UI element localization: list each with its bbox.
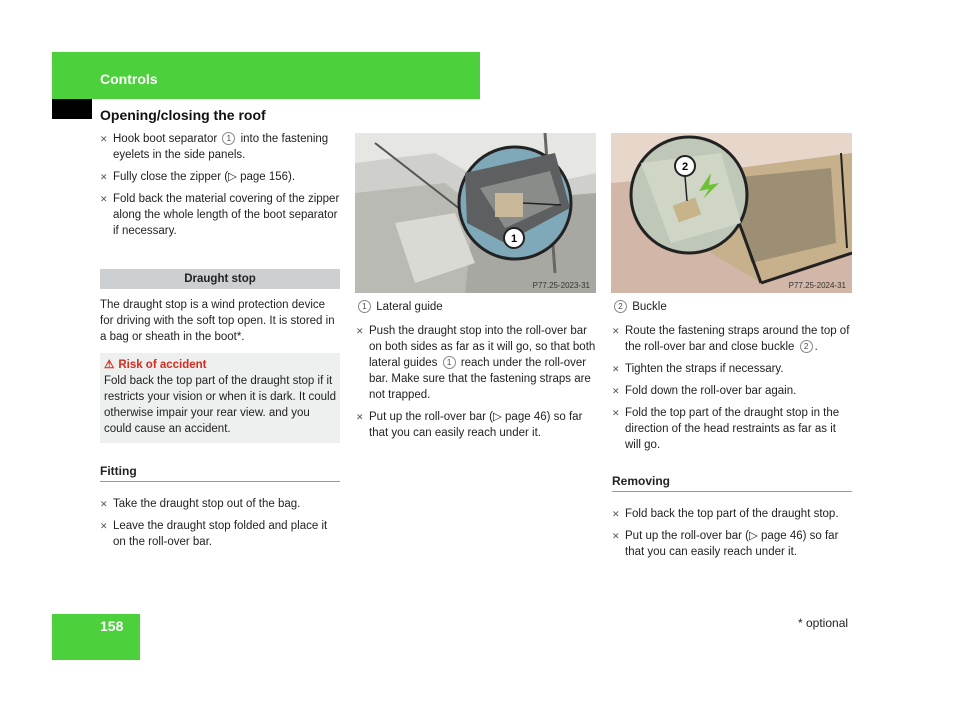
list-item: [356, 323, 596, 403]
bullet-text: Route the fastening straps around the top of the roll-over bar and close buckle: [625, 325, 850, 353]
list-item: ✕ Put up the roll-over bar (▷ page 46) so far that you can easily reach under it.: [356, 409, 596, 441]
bullet-text: reach under the roll-over bar. Make sure that the fastening straps are not trapped.: [369, 357, 591, 401]
photo-callout-label: 1: [510, 233, 518, 245]
image-caption: [612, 299, 852, 315]
warning-triangle-icon: ⚠: [104, 359, 115, 371]
photo-callout-label: 2: [681, 161, 689, 173]
page-number: 158: [100, 618, 124, 634]
photo-lateral-guide: [355, 133, 596, 293]
subheading-removing: Removing: [612, 473, 852, 492]
car-rear-illustration: [611, 133, 852, 293]
list-item: ✕ Tighten the straps if necessary.: [612, 361, 852, 377]
callout-ref: 2: [614, 300, 627, 313]
column-middle: [356, 299, 596, 447]
list-item: [100, 131, 340, 163]
car-interior-illustration: [355, 133, 596, 293]
list-item: ✕ Fold the top part of the draught stop in the direction of the head restraints as far as it will go.: [612, 405, 852, 453]
page-number-box: [52, 614, 140, 660]
callout-ref: 1: [358, 300, 371, 313]
image-caption: [356, 299, 596, 315]
list-item: [100, 191, 340, 239]
list-item: ✕ Take the draught stop out of the bag.: [100, 496, 340, 512]
footnote-optional: * optional: [798, 616, 849, 630]
list-item: ✕ Fold down the roll-over bar again.: [612, 383, 852, 399]
warning-title: [104, 357, 340, 373]
bullet-text: into the fastening eyelets in the side panels.: [113, 133, 329, 161]
callout-ref: 1: [222, 132, 235, 145]
bullet-text: Hook boot separator: [113, 133, 218, 145]
section-paragraph: The draught stop is a wind protection device for driving with the soft top open. It is stored in a bag or sheath in the boot*.: [100, 299, 335, 343]
caption-text: Lateral guide: [376, 301, 443, 313]
bullet-text: .: [814, 341, 818, 353]
page-title: Opening/closing the roof: [100, 107, 266, 123]
list-item: [612, 323, 852, 355]
list-item: ✕ Put up the roll-over bar (▷ page 46) so far that you can easily reach under it.: [612, 528, 852, 560]
header-marker: [52, 99, 92, 119]
image-code: P77.25-2024-31: [788, 281, 846, 290]
list-item: ✕ Leave the draught stop folded and place it on the roll-over bar.: [100, 518, 340, 550]
caption-text: Buckle: [632, 301, 667, 313]
callout-ref: 2: [800, 340, 813, 353]
callout-ref: 1: [443, 356, 456, 369]
bullet-text: Fold back the material covering of the zipper along the whole length of the boot separator if necessary.: [113, 193, 340, 237]
bullet-text: Push the draught stop into the roll-over bar on both sides as far as it will go, so that both lateral guides: [369, 325, 596, 369]
section-heading: Draught stop: [100, 269, 340, 289]
section-title: Controls: [100, 71, 158, 87]
warning-title-text: Risk of accident: [118, 359, 207, 371]
column-right: [612, 299, 852, 566]
image-code: P77.25-2023-31: [532, 281, 590, 290]
subheading-fitting: Fitting: [100, 463, 340, 482]
photo-buckle: [611, 133, 852, 293]
list-item: [100, 169, 340, 185]
warning-box: [100, 353, 340, 443]
warning-text: Fold back the top part of the draught stop if it restricts your vision or when it is dark. It could otherwise impair your rear view. and you could cause an accident.: [104, 375, 336, 435]
column-left: [100, 131, 340, 556]
bullet-text: Fully close the zipper (▷ page 156).: [113, 171, 296, 183]
list-item: ✕ Fold back the top part of the draught stop.: [612, 506, 852, 522]
